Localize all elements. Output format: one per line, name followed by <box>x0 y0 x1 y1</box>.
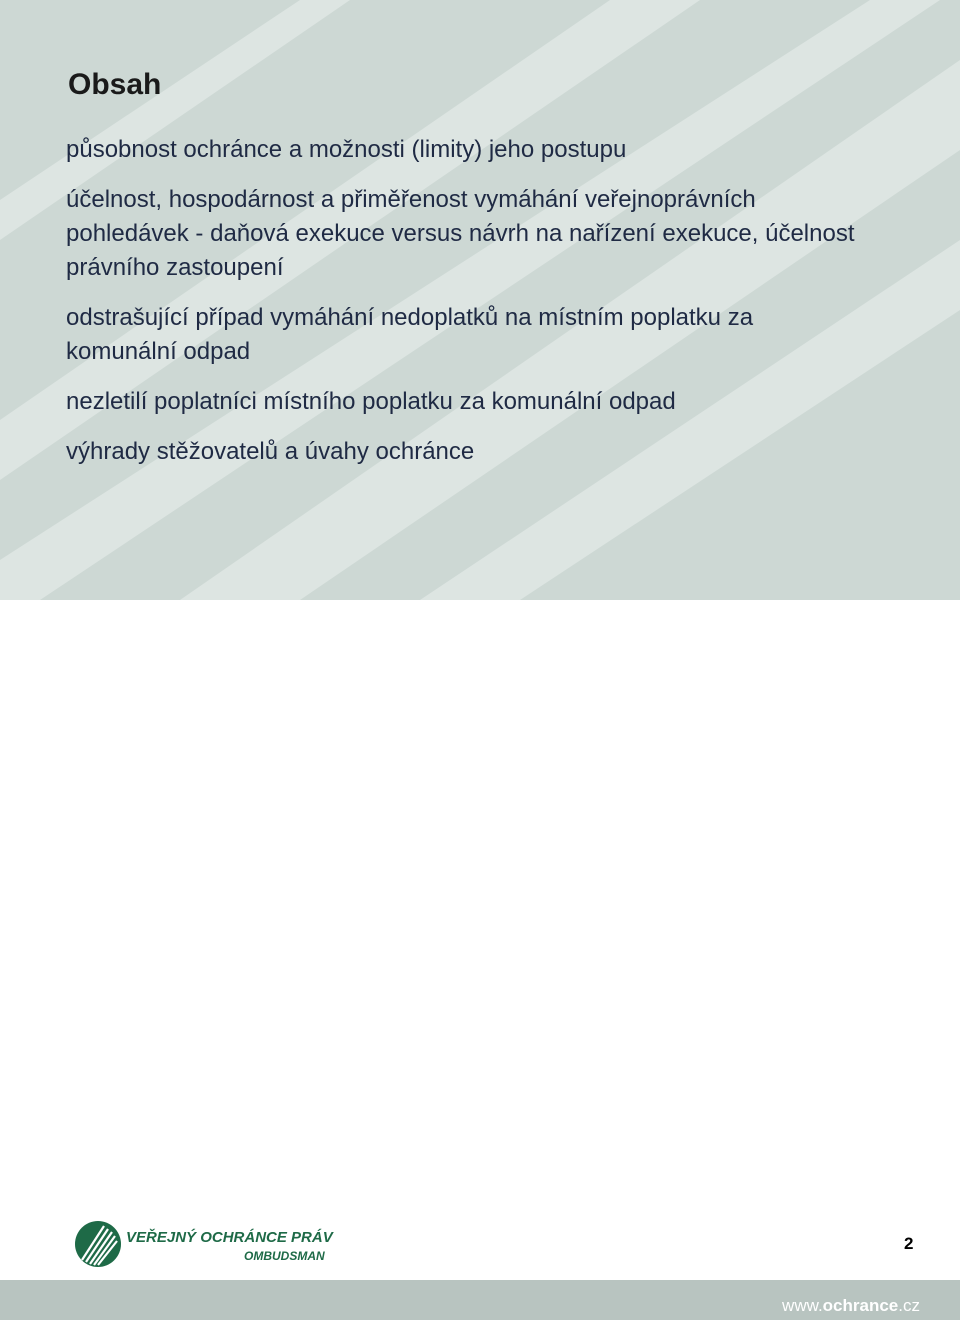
bottom-bar <box>0 1280 960 1320</box>
logo-name: VEŘEJNÝ OCHRÁNCE PRÁV <box>126 1229 333 1246</box>
logo-subtitle: OMBUDSMAN <box>244 1249 325 1263</box>
content-area <box>0 0 960 600</box>
slide-title: Obsah <box>68 68 162 101</box>
list-item: odstrašující případ vymáhání nedoplatků na místním poplatku za komunální odpad <box>66 304 754 365</box>
ombudsman-logo <box>74 1220 364 1268</box>
list-item: nezletilí poplatníci místního poplatku za komunální odpad <box>66 388 676 415</box>
website-link[interactable] <box>782 1296 920 1316</box>
list-item: účelnost, hospodárnost a přiměřenost vymáhání veřejnoprávních pohledávek - daňová exekuce versus návrh na nařízení exekuce, účelnost právního zastoupení <box>66 186 855 281</box>
website-main: ochrance <box>822 1296 899 1315</box>
website-suffix: .cz <box>898 1296 920 1315</box>
list-item: výhrady stěžovatelů a úvahy ochránce <box>66 438 475 465</box>
website-prefix: www. <box>782 1296 823 1315</box>
footer <box>0 600 960 1315</box>
content-list <box>66 133 866 485</box>
ombudsman-emblem-icon <box>74 1220 122 1268</box>
page-number: 2 <box>904 1234 914 1253</box>
list-item: působnost ochránce a možnosti (limity) jeho postupu <box>66 136 627 163</box>
